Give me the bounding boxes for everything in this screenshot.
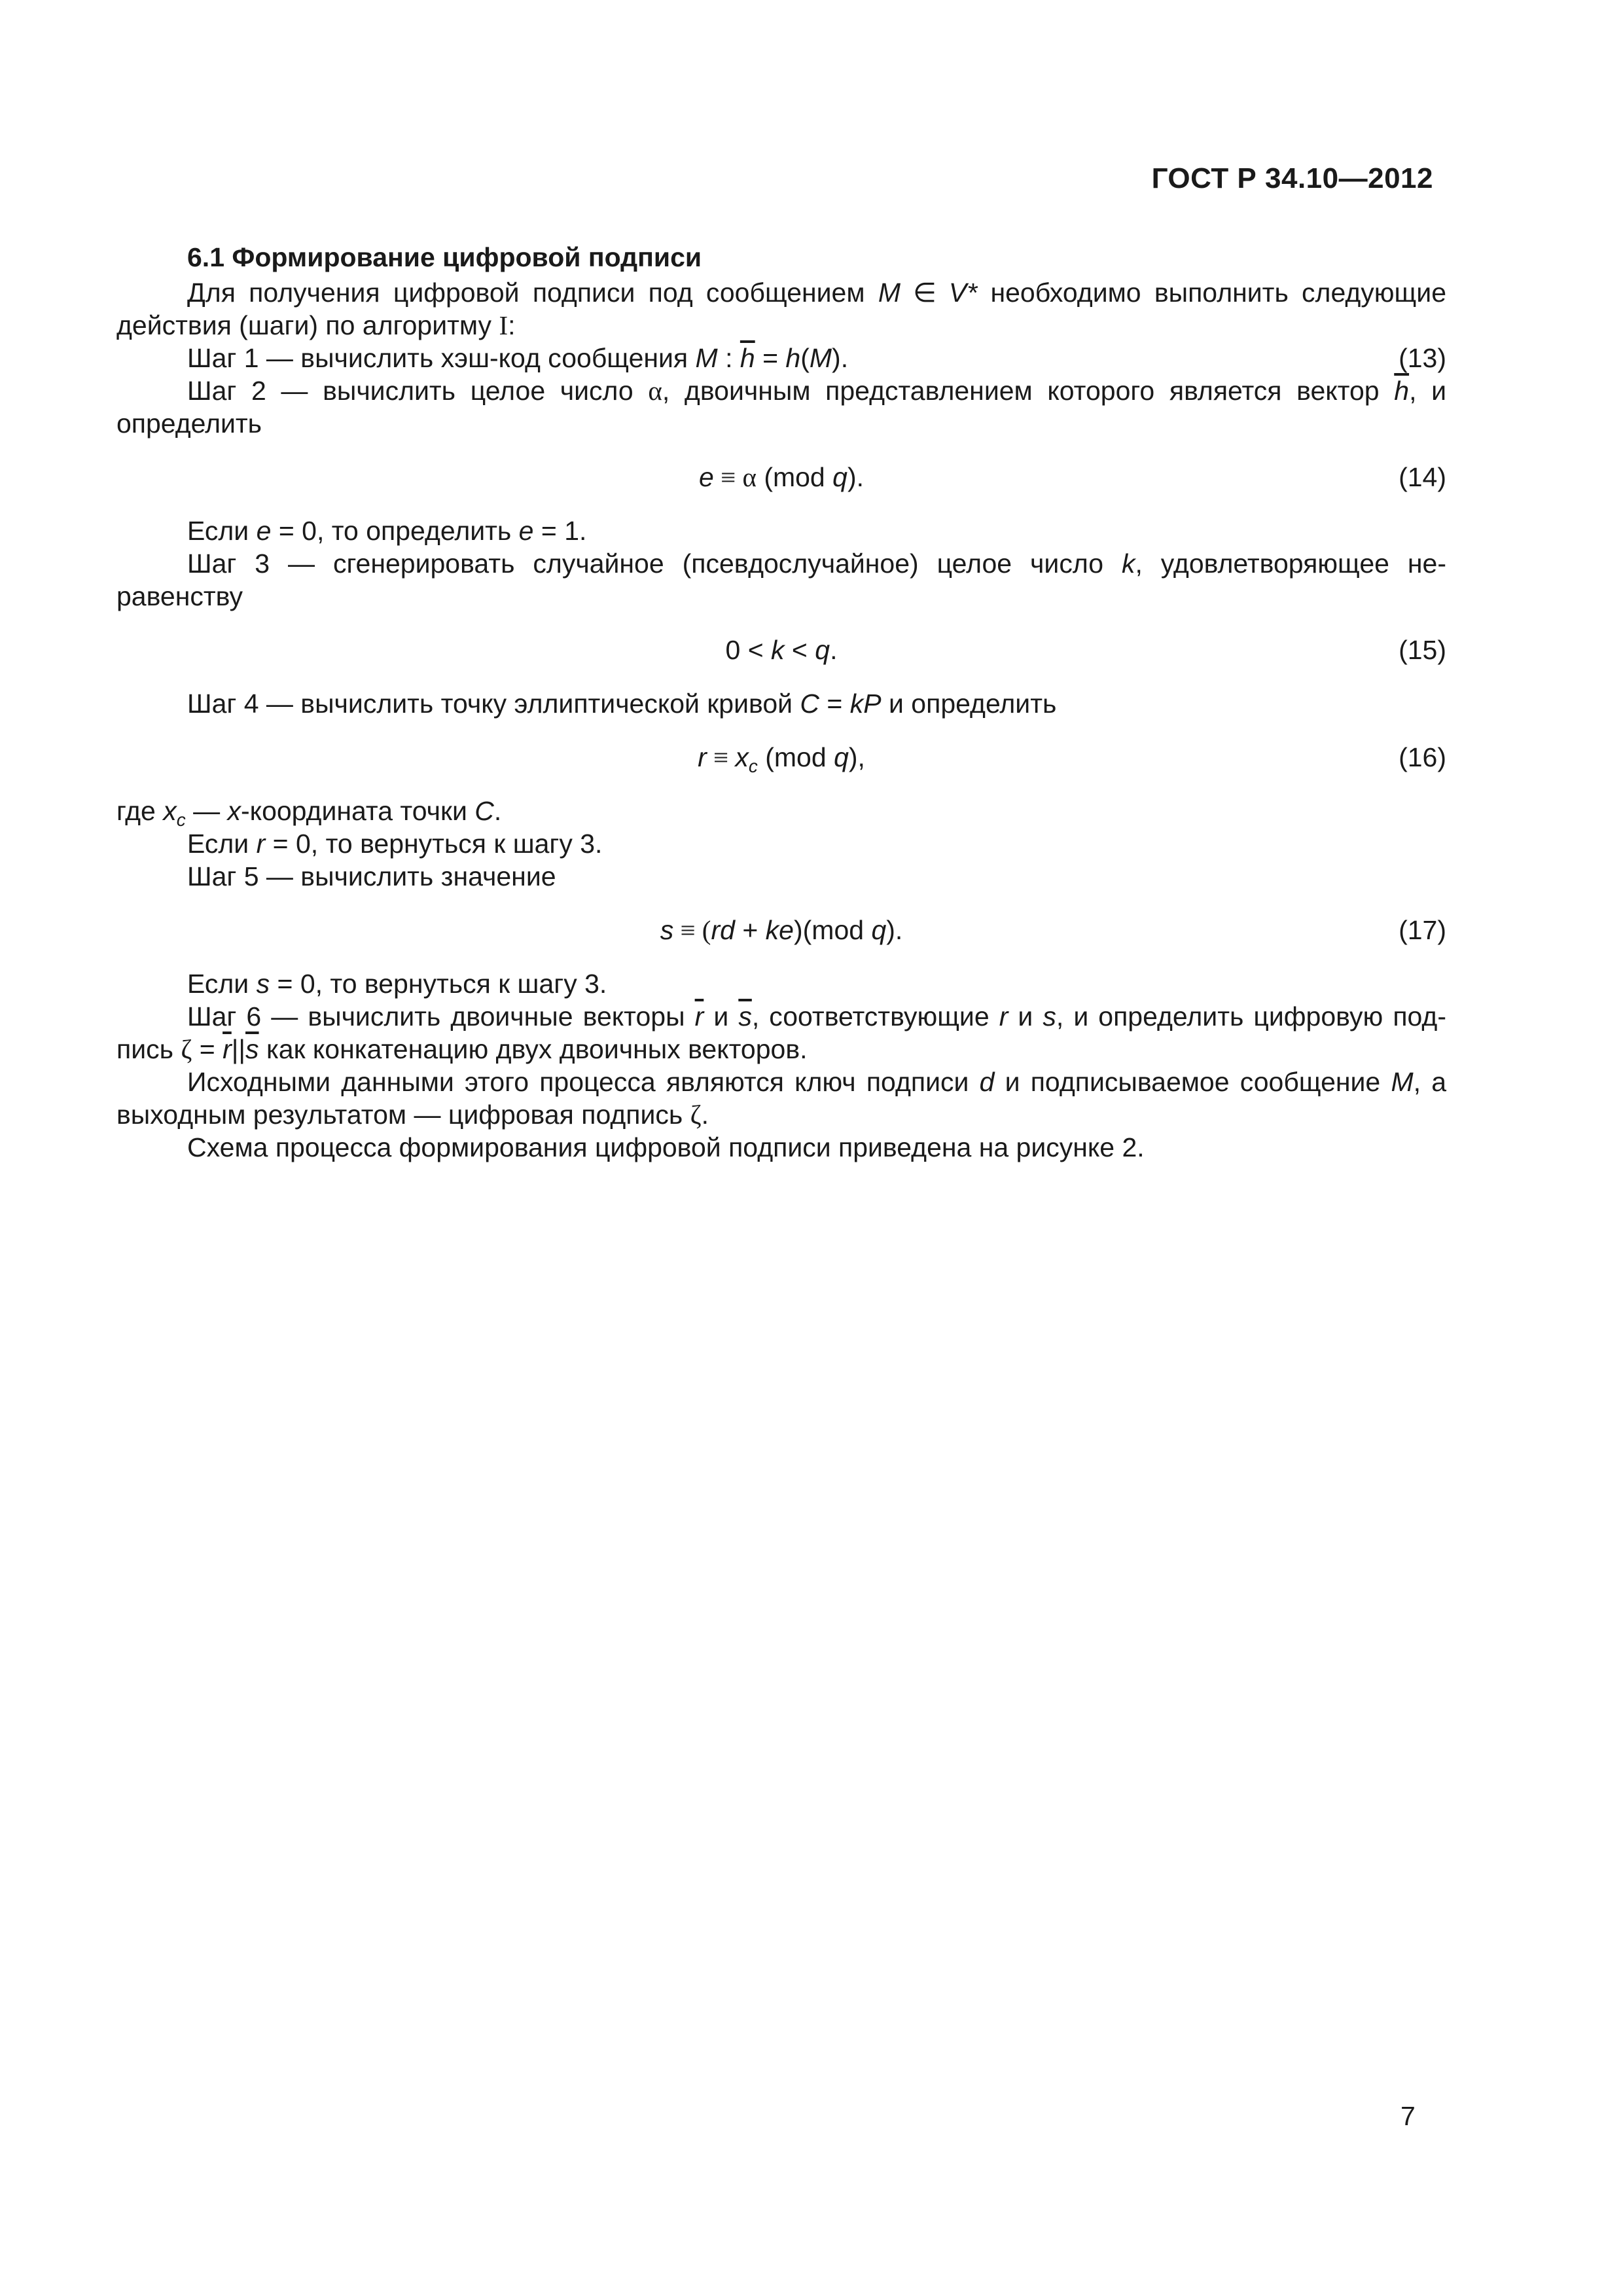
equation-number-15: (15): [1399, 635, 1446, 665]
step-5: Шаг 5 — вычислить значение: [187, 861, 556, 891]
step-3: Шаг 3 — сгенерировать случайное (псевдослучайное) целое число k, удовлетворяющее не-равенству: [116, 548, 1446, 611]
condition-e-zero: Если e = 0, то определить e = 1.: [187, 516, 587, 546]
page-number: 7: [1400, 2101, 1416, 2131]
equation-17: s ≡ (rd + ke)(mod q). (17): [116, 908, 1446, 952]
step-1: Шаг 1 — вычислить хэш-код сообщения M : $\overline{h} = h(M)$. (13): [187, 343, 1446, 373]
where-clause: где $x_c$ — x-координата точки C.: [116, 796, 502, 831]
document-id-header: ГОСТ Р 34.10—2012: [1151, 162, 1433, 194]
intro-paragraph: Для получения цифровой подписи под сообщением M ∈ V* необходимо выполнить следующие действия (шаги) по алгоритму I:: [116, 278, 1446, 340]
equation-15: 0 < k < q. (15): [116, 628, 1446, 672]
step-4: Шаг 4 — вычислить точку эллиптической кривой C = kP и определить: [187, 689, 1057, 719]
step-6: Шаг 6 — вычислить двоичные векторы $\overline{r}$ и $\overline{s}$, соответствующие r и s, и определить цифровую под-пись $\zeta = \overline{r}||\overline{s}$ как конкатенацию двух двоичных векторов.: [116, 1001, 1446, 1064]
scheme-reference: Схема процесса формирования цифровой подписи приведена на рисунке 2.: [187, 1132, 1145, 1162]
equation-number-13: (13): [1399, 343, 1446, 373]
document-body: [116, 241, 1446, 1164]
condition-s-zero: Если s = 0, то вернуться к шагу 3.: [187, 969, 607, 999]
equation-14: e ≡ α (mod q). (14): [116, 456, 1446, 499]
step-2: Шаг 2 — вычислить целое число α, двоичным представлением которого является вектор $\overline{h}$, и определить: [116, 376, 1446, 439]
equation-number-16: (16): [1399, 742, 1446, 772]
equation-number-17: (17): [1399, 915, 1446, 945]
source-paragraph: Исходными данными этого процесса являются ключ подписи d и подписываемое сообщение M, а выходным результатом — цифровая подпись ζ.: [116, 1067, 1446, 1130]
section-heading: 6.1 Формирование цифровой подписи: [187, 242, 702, 272]
equation-16: $r \equiv x_c$ (mod q), (16): [116, 736, 1446, 779]
equation-number-14: (14): [1399, 462, 1446, 492]
condition-r-zero: Если r = 0, то вернуться к шагу 3.: [187, 829, 603, 859]
